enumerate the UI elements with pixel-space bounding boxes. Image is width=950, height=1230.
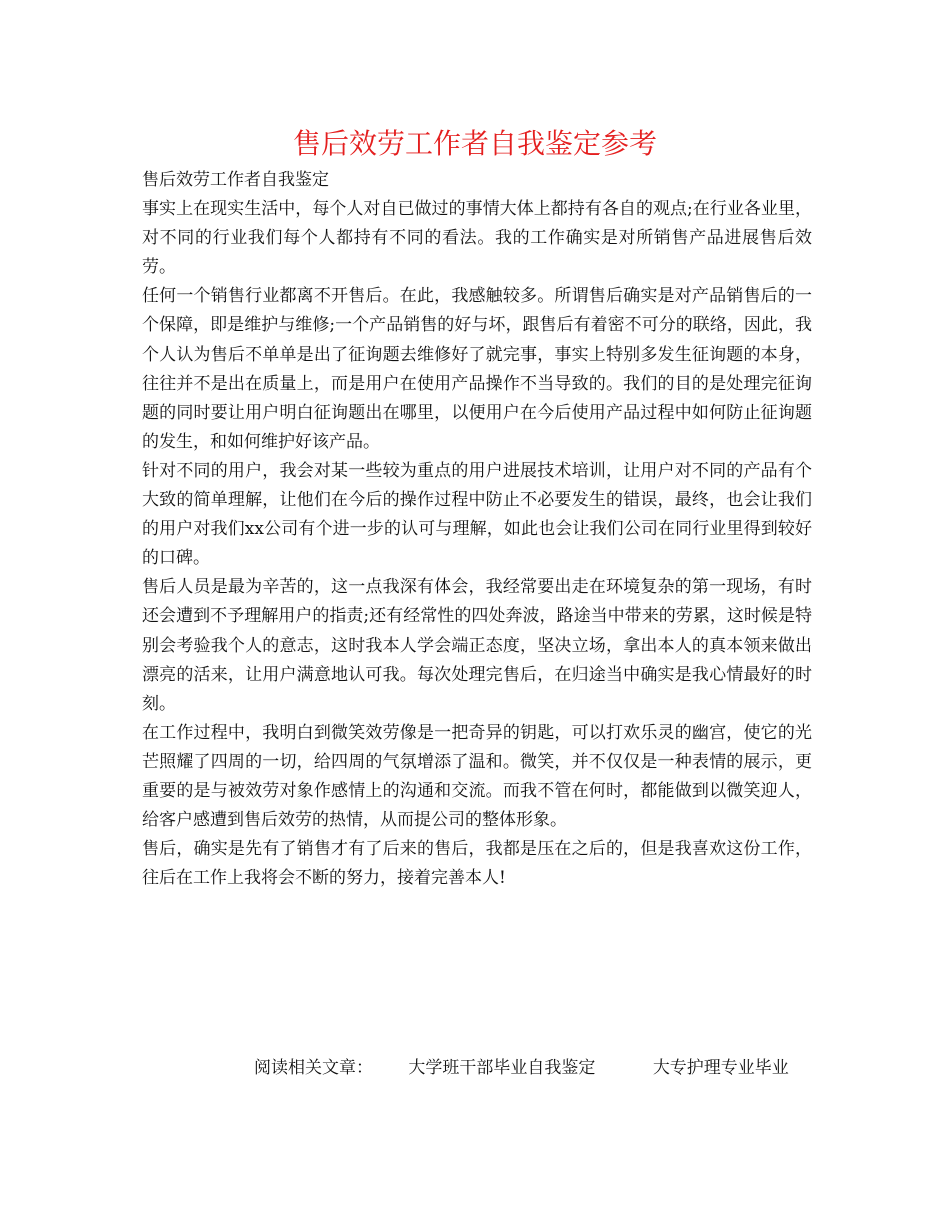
paragraph: 售后，确实是先有了销售才有了后来的售后，我都是压在之后的，但是我喜欢这份工作，往后在工作上我将会不断的努力，接着完善本人! [142, 839, 812, 889]
paragraph: 任何一个销售行业都离不开售后。在此，我感触较多。所谓售后确实是对产品销售后的一个保障，即是维护与维修;一个产品销售的好与坏，跟售后有着密不可分的联络，因此，我个人认为售后不单单是出了征询题去维修好了就完事，事实上特别多发生征询题的本身，往往并不是出在质量上，而是用户在使用产品操作不当导致的。我们的目的是处理完征询题的同时要让用户明白征询题出在哪里，以便用户在今后使用产品过程中如何防止征询题的发生，和如何维护好该产品。 [142, 286, 812, 452]
related-article-link[interactable]: 大学班干部毕业自我鉴定 [408, 1058, 596, 1078]
paragraph: 事实上在现实生活中，每个人对自已做过的事情大体上都持有各自的观点;在行业各业里，对不同的行业我们每个人都持有不同的看法。我的工作确实是对所销售产品进展售后效劳。 [142, 199, 812, 278]
paragraph: 售后人员是最为辛苦的，这一点我深有体会，我经常要出走在环境复杂的第一现场，有时还会遭到不予理解用户的指责;还有经常性的四处奔波，路途当中带来的劳累，这时候是特别会考验我个人的意志，这时我本人学会端正态度，坚决立场，拿出本人的真本领来做出漂亮的活来，让用户满意地认可我。每次处理完售后，在归途当中确实是我心情最好的时刻。 [142, 577, 812, 714]
document-body [142, 166, 812, 893]
related-article-link[interactable]: 大专护理专业毕业 [652, 1058, 789, 1078]
document-subtitle: 售后效劳工作者自我鉴定 [142, 170, 329, 190]
paragraph: 针对不同的用户，我会对某一些较为重点的用户进展技术培训，让用户对不同的产品有个大致的简单理解，让他们在今后的操作过程中防止不必要发生的错误，最终，也会让我们的用户对我们xx公司有个进一步的认可与理解，如此也会让我们公司在同行业里得到较好的口碑。 [142, 460, 812, 569]
related-articles [254, 1054, 789, 1083]
paragraph: 在工作过程中，我明白到微笑效劳像是一把奇异的钥匙，可以打欢乐灵的幽宫，使它的光芒照耀了四周的一切，给四周的气氛增添了温和。微笑，并不仅仅是一种表情的展示，更重要的是与被效劳对象作感情上的沟通和交流。而我不管在何时，都能做到以微笑迎人，给客户感遭到售后效劳的热情，从而提公司的整体形象。 [142, 722, 812, 831]
document-title: 售后效劳工作者自我鉴定参考 [292, 127, 657, 160]
related-articles-label: 阅读相关文章： [254, 1058, 373, 1078]
